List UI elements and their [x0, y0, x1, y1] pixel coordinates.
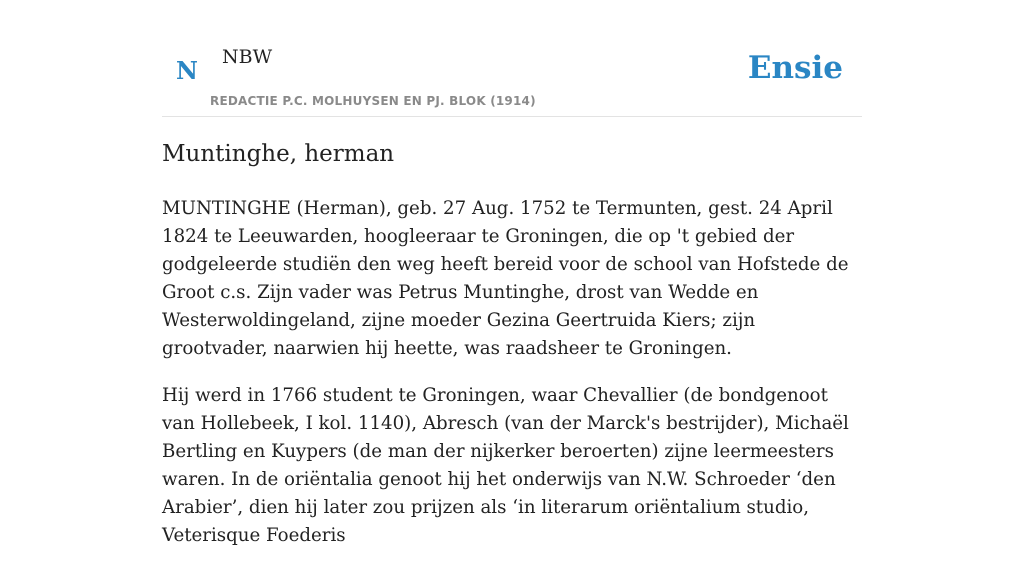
article-paragraph-2: Hij werd in 1766 student te Groningen, waar Chevallier (de bondgenoot van Hollebeek, I kol. 1140), Abresch (van der Marck's bestrijder), Michaël Bertling en Kuypers (de man der nijkerker beroerten) zijne leermeesters waren. In de oriëntalia genoot hij het onderwijs van N.W. Schroeder ‘den Arabier’, dien hij later zou prijzen als ‘in literarum oriëntalium studio, Veterisque Foederis	[162, 385, 849, 546]
article	[162, 138, 862, 569]
brand-logo[interactable]: Ensie	[747, 50, 843, 86]
article-title: Muntinghe, herman	[162, 141, 395, 167]
source-name: NBW	[222, 46, 273, 68]
source-logo[interactable]: N	[176, 56, 198, 85]
article-paragraph-1: MUNTINGHE (Herman), geb. 27 Aug. 1752 te Termunten, gest. 24 April 1824 te Leeuwarden, hoogleeraar te Groningen, die op 't gebied der godgeleerde studiën den weg heeft bereid voor de school van Hofstede de Groot c.s. Zijn vader was Petrus Muntinghe, drost van Wedde en Westerwoldingeland, zijne moeder Gezina Geertruida Kiers; zijn grootvader, naarwien hij heette, was raadsheer te Groningen.	[162, 198, 849, 359]
editors-line: REDACTIE P.C. MOLHUYSEN EN PJ. BLOK (1914)	[210, 94, 536, 108]
header	[162, 0, 862, 117]
